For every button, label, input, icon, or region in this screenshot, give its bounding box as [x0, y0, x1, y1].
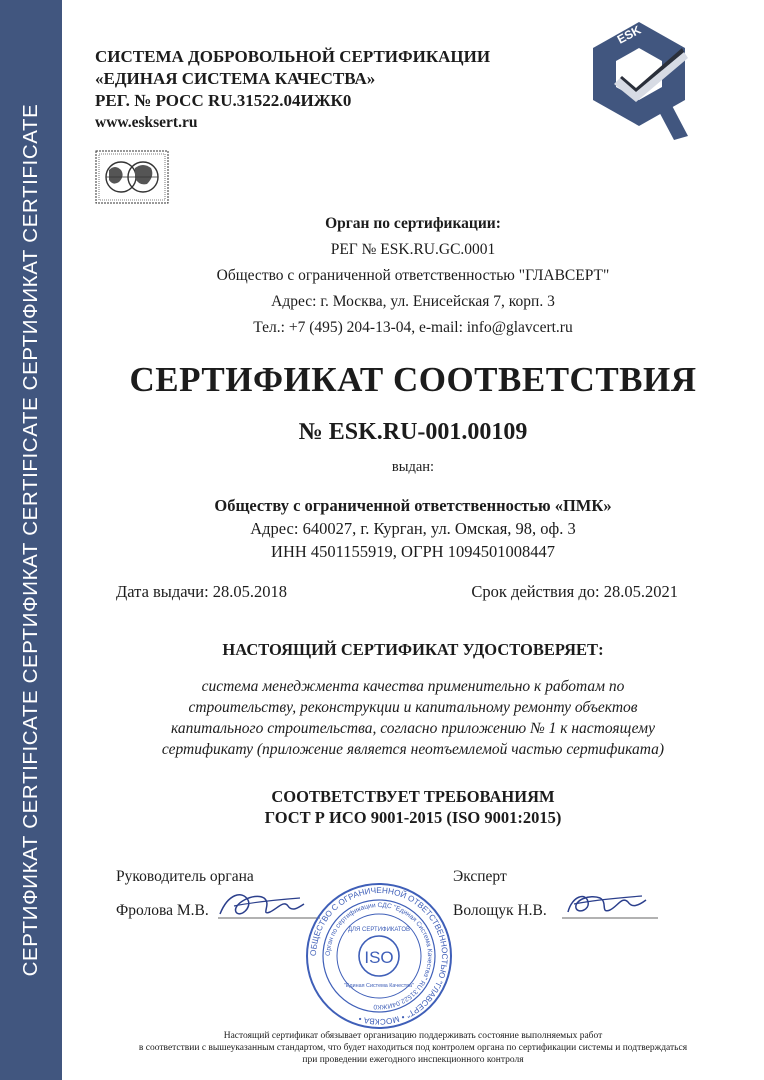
- certificate-title: СЕРТИФИКАТ СООТВЕТСТВИЯ: [129, 360, 697, 399]
- expert-signature-icon: [560, 884, 660, 926]
- certification-body-reg: РЕГ № ESK.RU.GC.0001: [330, 241, 496, 258]
- recipient-name: Обществу с ограниченной ответственностью «ПМК»: [214, 496, 612, 515]
- certification-body-name: Общество с ограниченной ответственностью "ГЛАВСЕРТ": [216, 267, 610, 284]
- head-signature-label: Руководитель органа: [116, 868, 254, 885]
- seal-outer-text: ОБЩЕСТВО С ОГРАНИЧЕННОЙ ОТВЕТСТВЕННОСТЬЮ "ГЛАВСЕРТ" • МОСКВА •: [308, 885, 450, 1027]
- seal-inner-text: Орган по сертификации СДС "Единая Система Качества" RU.31522.04ИЖК0: [324, 901, 434, 1011]
- certification-system-header: [95, 46, 490, 134]
- header-website: www.esksert.ru: [95, 114, 198, 131]
- certification-body-block: [62, 211, 764, 341]
- requirements-standard: ГОСТ Р ИСО 9001-2015 (ISO 9001:2015): [264, 808, 562, 827]
- expert-signature-name: Волощук Н.В.: [453, 902, 547, 919]
- issue-date: Дата выдачи: 28.05.2018: [116, 582, 288, 601]
- header-line-1: СИСТЕМА ДОБРОВОЛЬНОЙ СЕРТИФИКАЦИИ: [95, 47, 491, 66]
- certificate-footer-note: [62, 1030, 764, 1066]
- requirements-block: [62, 786, 764, 828]
- footer-line-1: Настоящий сертификат обязывает организацию поддерживать состояние выполняемых работ: [223, 1031, 603, 1041]
- sidebar-vertical-text: СЕРТИФИКАТ CERTIFICATE СЕРТИФИКАТ CERTIFICATE СЕРТИФИКАТ CERTIFICATE: [19, 103, 42, 977]
- issued-label: выдан:: [391, 459, 435, 475]
- certificate-sidebar-band: [0, 0, 62, 1080]
- footer-line-3: при проведении ежегодного инспекционного контроля: [302, 1055, 524, 1065]
- certification-scope: [62, 676, 764, 760]
- expert-signature-label: Эксперт: [453, 868, 507, 885]
- recipient-address: Адрес: 640027, г. Курган, ул. Омская, 98, оф. 3: [250, 519, 576, 538]
- scope-line-4: сертификату (приложение является неотъемлемой частью сертификата): [161, 741, 665, 758]
- organization-seal: [304, 881, 454, 1031]
- scope-line-2: строительству, реконструкции и капитальному ремонту объектов: [188, 699, 638, 716]
- logo-text: ESK: [614, 22, 644, 47]
- footer-line-2: в соответствии с вышеуказанным стандартом, что будет находиться под контролем органа по сертификации системы и подтверждаться: [138, 1043, 688, 1053]
- certificate-number: № ESK.RU-001.00109: [298, 419, 528, 445]
- scope-line-1: система менеджмента качества применительно к работам по: [201, 678, 625, 695]
- recipient-ids: ИНН 4501155919, ОГРН 1094501008447: [271, 542, 555, 561]
- valid-until-date: Срок действия до: 28.05.2021: [471, 582, 678, 601]
- certifies-heading: НАСТОЯЩИЙ СЕРТИФИКАТ УДОСТОВЕРЯЕТ:: [222, 640, 604, 659]
- recipient-block: [62, 494, 764, 563]
- head-signature-name: Фролова М.В.: [116, 902, 209, 919]
- scope-line-3: капитального строительства, согласно приложению № 1 к настоящему: [171, 720, 655, 737]
- esk-logo: [584, 18, 694, 142]
- header-line-2: «ЕДИНАЯ СИСТЕМА КАЧЕСТВА»: [95, 69, 376, 88]
- seal-lower-small: "Единая Система Качества": [344, 983, 414, 989]
- requirements-heading: СООТВЕТСТВУЕТ ТРЕБОВАНИЯМ: [271, 787, 555, 806]
- header-registration: РЕГ. № РОСС RU.31522.04ИЖК0: [95, 91, 352, 110]
- certification-body-title: Орган по сертификации:: [325, 215, 501, 232]
- certification-body-contacts: Тел.: +7 (495) 204-13-04, e-mail: info@glavcert.ru: [253, 319, 573, 336]
- globe-emblem-icon: [95, 150, 169, 204]
- seal-upper-small: ДЛЯ СЕРТИФИКАТОВ: [347, 927, 411, 933]
- certification-body-address: Адрес: г. Москва, ул. Енисейская 7, корп. 3: [271, 293, 555, 310]
- seal-center-text: ISO: [364, 948, 394, 967]
